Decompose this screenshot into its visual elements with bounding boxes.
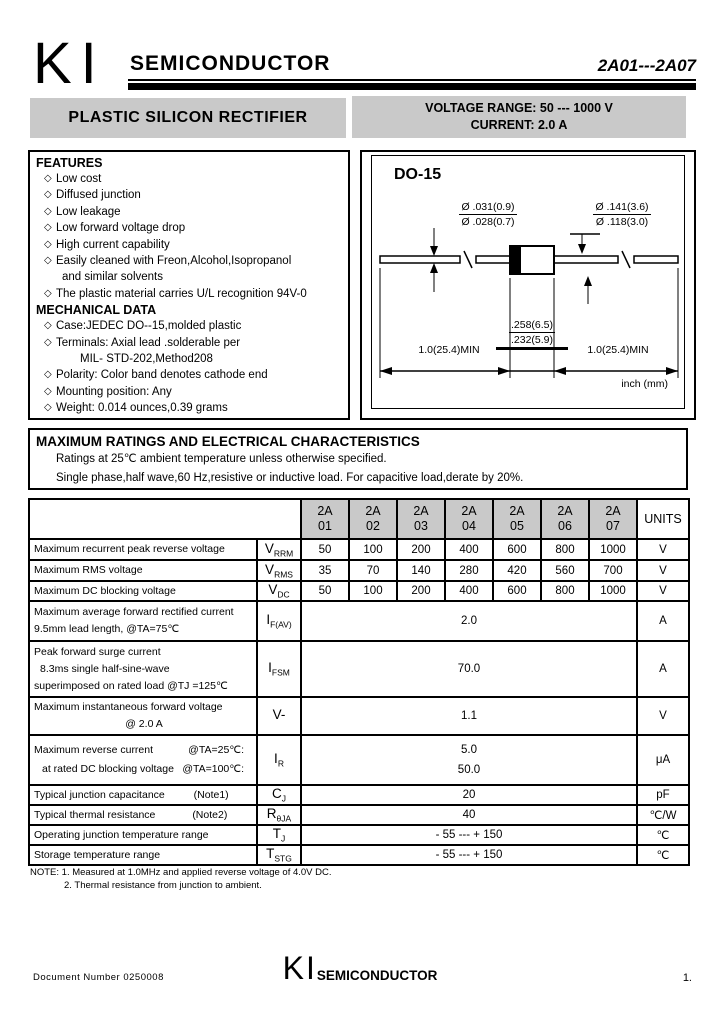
param-label-line — [34, 741, 254, 760]
feature-text: and similar solvents — [62, 271, 163, 284]
param-label-text: Typical junction capacitance — [34, 788, 165, 801]
param-label-line: Peak forward surge current — [34, 645, 161, 658]
mechanical-item — [36, 335, 342, 351]
units-cell: V — [637, 560, 689, 581]
note-prefix: NOTE: — [30, 867, 60, 878]
param-label-cell — [29, 641, 257, 697]
diamond-bullet-icon: ◇ — [44, 369, 52, 381]
type-line: 05 — [510, 519, 524, 533]
symbol-text: V — [268, 582, 278, 598]
type-line: 02 — [366, 519, 380, 533]
blank-header-cell — [29, 499, 301, 539]
table-row-vrrm — [29, 539, 689, 560]
feature-item — [36, 171, 342, 187]
units-cell: ℃ — [637, 825, 689, 845]
symbol-subscript: RMS — [274, 569, 293, 580]
dim-text: Ø .031(0.9) — [461, 201, 515, 213]
voltage-range-text: VOLTAGE RANGE: 50 --- 1000 V — [425, 101, 613, 115]
diamond-bullet-icon: ◇ — [44, 402, 52, 414]
value-cell: 200 — [397, 581, 445, 601]
value-cell: 420 — [493, 560, 541, 581]
param-label-cell: Maximum RMS voltage — [29, 560, 257, 581]
param-label-line: 9.5mm lead length, @TA=75℃ — [34, 623, 180, 635]
param-label-line: superimposed on rated load @TJ =125℃ — [34, 679, 228, 692]
mechanical-text: Weight: 0.014 ounces,0.39 grams — [56, 402, 228, 415]
note-ref: (Note1) — [193, 788, 229, 801]
value-cell: 40 — [301, 805, 637, 825]
feature-text: Diffused junction — [56, 189, 141, 202]
param-condition-text: @TA=100℃: — [182, 763, 244, 775]
header-rule-thick — [128, 83, 696, 90]
type-header-2A04 — [445, 499, 493, 539]
ratings-condition-line: Ratings at 25℃ ambient temperature unless otherwise specified. — [56, 453, 387, 465]
dim-text: .258(6.5) — [510, 319, 554, 331]
value-cell: 50 — [301, 539, 349, 560]
units-cell: V — [637, 539, 689, 560]
units-cell: V — [637, 697, 689, 735]
type-line: 2A — [365, 504, 381, 518]
mechanical-item — [36, 318, 342, 334]
units-cell: ℃ — [637, 845, 689, 865]
note-line — [30, 866, 332, 879]
mechanical-item-continuation — [36, 351, 342, 367]
table-row-ifsm — [29, 641, 689, 697]
current-text: CURRENT: 2.0 A — [470, 118, 568, 132]
symbol-cell — [257, 581, 301, 601]
param-label-text: Typical thermal resistance — [34, 808, 156, 821]
type-line: 04 — [462, 519, 476, 533]
symbol-cell — [257, 601, 301, 641]
diamond-bullet-icon: ◇ — [44, 336, 52, 348]
note-line: 2. Thermal resistance from junction to ambient. — [64, 880, 262, 891]
diamond-bullet-icon: ◇ — [44, 287, 52, 299]
feature-item — [36, 204, 342, 220]
value-cell: 140 — [397, 560, 445, 581]
param-label-line — [34, 760, 254, 779]
dim-text: Ø .118(3.0) — [595, 216, 649, 228]
param-label-text: at rated DC blocking voltage — [42, 763, 174, 775]
left-lead-length-dimension: 1.0(25.4)MIN — [418, 344, 480, 356]
symbol-text: T — [266, 846, 275, 862]
param-label-cell: Storage temperature range — [29, 845, 257, 865]
diode-outline-drawing — [372, 156, 688, 406]
feature-text: Low leakage — [56, 205, 121, 218]
dim-text: Ø .141(3.6) — [595, 201, 649, 213]
feature-item — [36, 253, 342, 269]
param-label-cell — [29, 601, 257, 641]
dimension-units-note: inch (mm) — [621, 378, 668, 390]
table-row-vrms — [29, 560, 689, 581]
value-line: 5.0 — [461, 744, 477, 756]
value-cell: 560 — [541, 560, 589, 581]
param-label-text: Maximum reverse current — [34, 744, 154, 756]
diamond-bullet-icon: ◇ — [44, 205, 52, 217]
mechanical-text: Terminals: Axial lead .solderable per — [56, 336, 241, 349]
package-outline-panel — [360, 150, 696, 420]
ratings-condition-line: Single phase,half wave,60 Hz,resistive or inductive load. For capacitive load,derate by 20%. — [56, 472, 524, 484]
symbol-cell — [257, 845, 301, 865]
symbol-cell — [257, 825, 301, 845]
ratings-heading: MAXIMUM RATINGS AND ELECTRICAL CHARACTERISTICS — [36, 434, 420, 449]
table-row-cj — [29, 785, 689, 805]
units-cell: ℃/W — [637, 805, 689, 825]
brand-name: SEMICONDUCTOR — [130, 52, 331, 75]
mechanical-text: Case:JEDEC DO--15,molded plastic — [56, 320, 242, 333]
type-line: 2A — [509, 504, 525, 518]
diamond-bullet-icon: ◇ — [44, 320, 52, 332]
symbol-text: C — [272, 786, 282, 802]
value-cell: 600 — [493, 539, 541, 560]
type-header-2A07 — [589, 499, 637, 539]
symbol-cell — [257, 697, 301, 735]
value-cell: 600 — [493, 581, 541, 601]
symbol-subscript: FSM — [271, 667, 290, 678]
table-row-vdc — [29, 581, 689, 601]
symbol-cell — [257, 805, 301, 825]
symbol-cell — [257, 560, 301, 581]
symbol-cell — [257, 785, 301, 805]
table-notes — [30, 866, 332, 892]
diamond-bullet-icon: ◇ — [44, 385, 52, 397]
param-label-cell: Maximum recurrent peak reverse voltage — [29, 539, 257, 560]
value-cell: 20 — [301, 785, 637, 805]
table-row-ir — [29, 735, 689, 785]
lead-diameter-dimension — [442, 200, 534, 229]
symbol-text: I — [268, 660, 272, 676]
type-line: 01 — [318, 519, 332, 533]
symbol-subscript: J — [281, 793, 286, 804]
body-diameter-dimension — [576, 200, 668, 229]
feature-text: Low cost — [56, 173, 102, 185]
symbol-subscript: STG — [274, 853, 292, 864]
feature-item — [36, 187, 342, 203]
feature-item-continuation — [36, 269, 342, 285]
right-lead-length-dimension: 1.0(25.4)MIN — [587, 344, 649, 356]
features-heading: FEATURES — [36, 156, 103, 170]
value-cell: 50 — [301, 581, 349, 601]
diamond-bullet-icon: ◇ — [44, 222, 52, 234]
value-cell: 400 — [445, 539, 493, 560]
feature-item — [36, 220, 342, 236]
mechanical-item — [36, 400, 342, 416]
units-header: UNITS — [637, 499, 689, 539]
mechanical-text: MIL- STD-202,Method208 — [80, 353, 213, 366]
mechanical-item — [36, 384, 342, 400]
value-cell: 200 — [397, 539, 445, 560]
feature-text: Low forward voltage drop — [56, 222, 186, 235]
param-label-line: Maximum average forward rectified current — [34, 606, 234, 618]
feature-item — [36, 237, 342, 253]
param-label-cell — [29, 805, 257, 825]
type-line: 2A — [413, 504, 429, 518]
note-text: 1. Measured at 1.0MHz and applied reverse voltage of 4.0V DC. — [61, 867, 332, 878]
value-cell: 1000 — [589, 539, 637, 560]
units-cell: V — [637, 581, 689, 601]
header-rule-thin — [128, 79, 696, 81]
value-cell: - 55 --- + 150 — [301, 845, 637, 865]
symbol-cell — [257, 539, 301, 560]
dim-text: .232(5.9) — [496, 333, 568, 350]
symbol-cell — [257, 641, 301, 697]
type-header-2A02 — [349, 499, 397, 539]
table-row-rthja — [29, 805, 689, 825]
value-cell: 1000 — [589, 581, 637, 601]
value-cell: 70.0 — [301, 641, 637, 697]
company-logo: KI — [33, 31, 106, 96]
diamond-bullet-icon: ◇ — [44, 238, 52, 250]
type-header-2A01 — [301, 499, 349, 539]
type-header-2A06 — [541, 499, 589, 539]
features-panel — [28, 150, 350, 420]
param-label-line: @ 2.0 A — [125, 718, 163, 730]
units-cell: pF — [637, 785, 689, 805]
value-cell: 280 — [445, 560, 493, 581]
type-line: 06 — [558, 519, 572, 533]
symbol-text: T — [272, 826, 281, 842]
table-row-tj — [29, 825, 689, 845]
symbol-subscript: J — [281, 833, 286, 844]
symbol-subscript: θJA — [276, 813, 292, 824]
symbol-text: I — [274, 751, 278, 767]
type-line: 2A — [557, 504, 573, 518]
value-cell — [301, 735, 637, 785]
param-label-cell — [29, 785, 257, 805]
type-line: 03 — [414, 519, 428, 533]
type-header-2A05 — [493, 499, 541, 539]
value-cell: 800 — [541, 581, 589, 601]
param-label-cell: Operating junction temperature range — [29, 825, 257, 845]
ratings-heading-box — [28, 428, 688, 490]
param-label-line: 8.3ms single half-sine-wave — [40, 662, 170, 675]
table-row-tstg — [29, 845, 689, 865]
symbol-text: V — [265, 561, 275, 577]
type-line: 2A — [317, 504, 333, 518]
param-label-cell — [29, 697, 257, 735]
symbol-text: I — [266, 612, 271, 628]
diamond-bullet-icon: ◇ — [44, 255, 52, 267]
feature-text: The plastic material carries U/L recognition 94V-0 — [56, 287, 307, 300]
value-cell: 35 — [301, 560, 349, 581]
table-row-ifav — [29, 601, 689, 641]
footer-brand-name: SEMICONDUCTOR — [316, 968, 438, 983]
value-cell: 800 — [541, 539, 589, 560]
value-cell: - 55 --- + 150 — [301, 825, 637, 845]
param-label-cell — [29, 735, 257, 785]
value-cell: 1.1 — [301, 697, 637, 735]
mechanical-item — [36, 367, 342, 383]
value-line: 50.0 — [457, 764, 481, 776]
diamond-bullet-icon: ◇ — [44, 189, 52, 201]
note-ref: (Note2) — [192, 808, 228, 821]
feature-text: Easily cleaned with Freon,Alcohol,Isopropanol — [56, 255, 292, 268]
package-diagram — [371, 155, 685, 409]
symbol-cell — [257, 735, 301, 785]
param-label-cell: Maximum DC blocking voltage — [29, 581, 257, 601]
units-cell: A — [637, 601, 689, 641]
mechanical-text: Polarity: Color band denotes cathode end — [56, 369, 268, 382]
electrical-characteristics-table — [28, 498, 690, 866]
value-cell: 700 — [589, 560, 637, 581]
param-label-line: Maximum instantaneous forward voltage — [34, 701, 223, 713]
symbol-text: R — [266, 806, 277, 822]
symbol-text: V — [264, 540, 274, 556]
units-cell: A — [637, 641, 689, 697]
part-number-range: 2A01---2A07 — [597, 56, 696, 75]
footer-logo — [0, 952, 720, 984]
document-number: Document Number 0250008 — [33, 972, 164, 983]
package-name: DO-15 — [394, 166, 442, 183]
type-line: 2A — [605, 504, 621, 518]
table-row-vf — [29, 697, 689, 735]
feature-text: High current capability — [56, 238, 170, 251]
value-cell: 2.0 — [301, 601, 637, 641]
page-number: 1. — [682, 972, 692, 984]
diamond-bullet-icon: ◇ — [44, 173, 52, 184]
ratings-summary-box — [352, 96, 686, 138]
symbol-subscript: RRM — [273, 548, 294, 559]
symbol-text: V- — [272, 707, 286, 723]
mechanical-text: Mounting position: Any — [56, 385, 172, 398]
symbol-subscript: R — [277, 758, 284, 769]
units-cell: μA — [637, 735, 689, 785]
value-cell: 70 — [349, 560, 397, 581]
type-line: 07 — [606, 519, 620, 533]
type-line: 2A — [461, 504, 477, 518]
value-cell: 100 — [349, 539, 397, 560]
footer-company-logo: KI — [282, 950, 317, 986]
feature-item — [36, 286, 342, 302]
type-header-2A03 — [397, 499, 445, 539]
table-header-row — [29, 499, 689, 539]
mechanical-heading: MECHANICAL DATA — [36, 303, 157, 318]
value-cell: 100 — [349, 581, 397, 601]
value-cell: 400 — [445, 581, 493, 601]
symbol-subscript: DC — [277, 589, 290, 600]
dim-text: Ø .028(0.7) — [461, 216, 515, 228]
symbol-subscript: F(AV) — [270, 619, 292, 630]
product-title: PLASTIC SILICON RECTIFIER — [30, 98, 346, 138]
param-condition-text: @TA=25℃: — [188, 744, 244, 756]
